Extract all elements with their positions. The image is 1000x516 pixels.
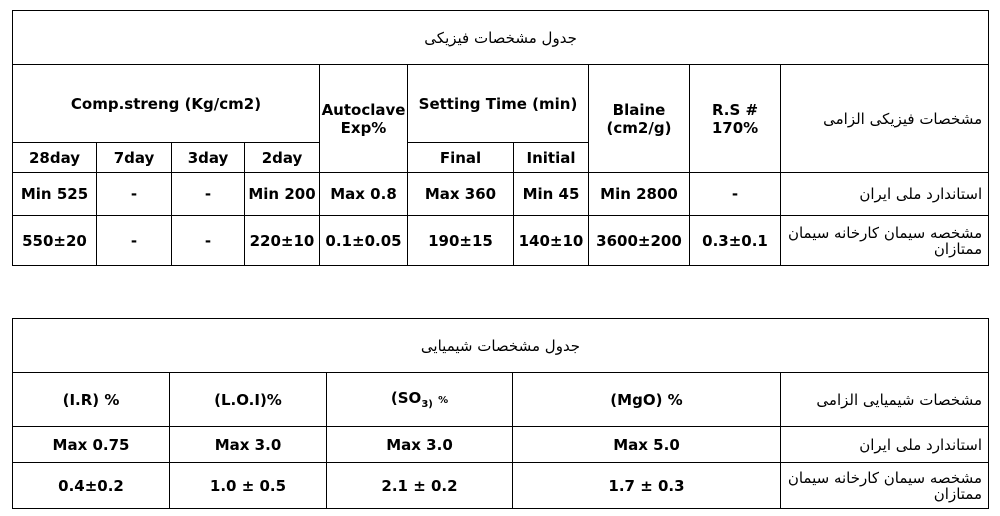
cell-2day: Min 200 — [245, 173, 320, 216]
ir-header: (I.R) % — [13, 373, 170, 427]
cell-3day: - — [172, 216, 245, 266]
so3-header-percent: % — [438, 395, 449, 406]
cell-rs: - — [690, 173, 781, 216]
physical-table-title: جدول مشخصات فیزیکی — [13, 11, 989, 65]
so3-header-main: (SO — [390, 389, 422, 407]
table-row — [13, 463, 989, 509]
cell-blaine: Min 2800 — [589, 173, 690, 216]
subheader-initial: Initial — [514, 143, 589, 173]
cell-initial: 140±10 — [514, 216, 589, 266]
rs-header: R.S # 170% — [690, 65, 781, 173]
subheader-28day: 28day — [13, 143, 97, 173]
subheader-3day: 3day — [172, 143, 245, 173]
cell-loi: 1.0 ± 0.5 — [170, 463, 327, 509]
cell-ir: Max 0.75 — [13, 427, 170, 463]
comp-streng-header: Comp.streng (Kg/cm2) — [13, 65, 320, 143]
chemical-table-title: جدول مشخصات شیمیایی — [13, 319, 989, 373]
cell-2day: 220±10 — [245, 216, 320, 266]
cell-rs: 0.3±0.1 — [690, 216, 781, 266]
cell-initial: Min 45 — [514, 173, 589, 216]
cell-autoclave: 0.1±0.05 — [320, 216, 408, 266]
cell-so3: Max 3.0 — [327, 427, 513, 463]
subheader-7day: 7day — [97, 143, 172, 173]
cell-28day: 550±20 — [13, 216, 97, 266]
cell-ir: 0.4±0.2 — [13, 463, 170, 509]
physical-row-header: مشخصات فیزیکی الزامی — [781, 65, 989, 173]
subheader-final: Final — [408, 143, 514, 173]
cell-blaine: 3600±200 — [589, 216, 690, 266]
setting-time-header: Setting Time (min) — [408, 65, 589, 143]
row-label: استاندارد ملی ایران — [781, 427, 989, 463]
table-row — [13, 427, 989, 463]
chemical-row-header: مشخصات شیمیایی الزامی — [781, 373, 989, 427]
so3-header — [327, 373, 513, 427]
cell-mgo: 1.7 ± 0.3 — [513, 463, 781, 509]
cell-so3: 2.1 ± 0.2 — [327, 463, 513, 509]
autoclave-header: Autoclave Exp% — [320, 65, 408, 173]
loi-header: (L.O.I)% — [170, 373, 327, 427]
cell-final: 190±15 — [408, 216, 514, 266]
cell-28day: Min 525 — [13, 173, 97, 216]
so3-header-subscript: 3) — [421, 399, 433, 410]
table-row — [13, 173, 989, 216]
cell-3day: - — [172, 173, 245, 216]
cell-7day: - — [97, 173, 172, 216]
cell-autoclave: Max 0.8 — [320, 173, 408, 216]
subheader-2day: 2day — [245, 143, 320, 173]
cell-mgo: Max 5.0 — [513, 427, 781, 463]
row-label: مشخصه سیمان کارخانه سیمان ممتازان — [781, 463, 989, 509]
mgo-header: (MgO) % — [513, 373, 781, 427]
physical-specs-table — [12, 10, 989, 266]
cell-7day: - — [97, 216, 172, 266]
table-row — [13, 216, 989, 266]
blaine-header: Blaine (cm2/g) — [589, 65, 690, 173]
row-label: استاندارد ملی ایران — [781, 173, 989, 216]
cell-loi: Max 3.0 — [170, 427, 327, 463]
cell-final: Max 360 — [408, 173, 514, 216]
row-label: مشخصه سیمان کارخانه سیمان ممتازان — [781, 216, 989, 266]
chemical-specs-table — [12, 318, 989, 509]
